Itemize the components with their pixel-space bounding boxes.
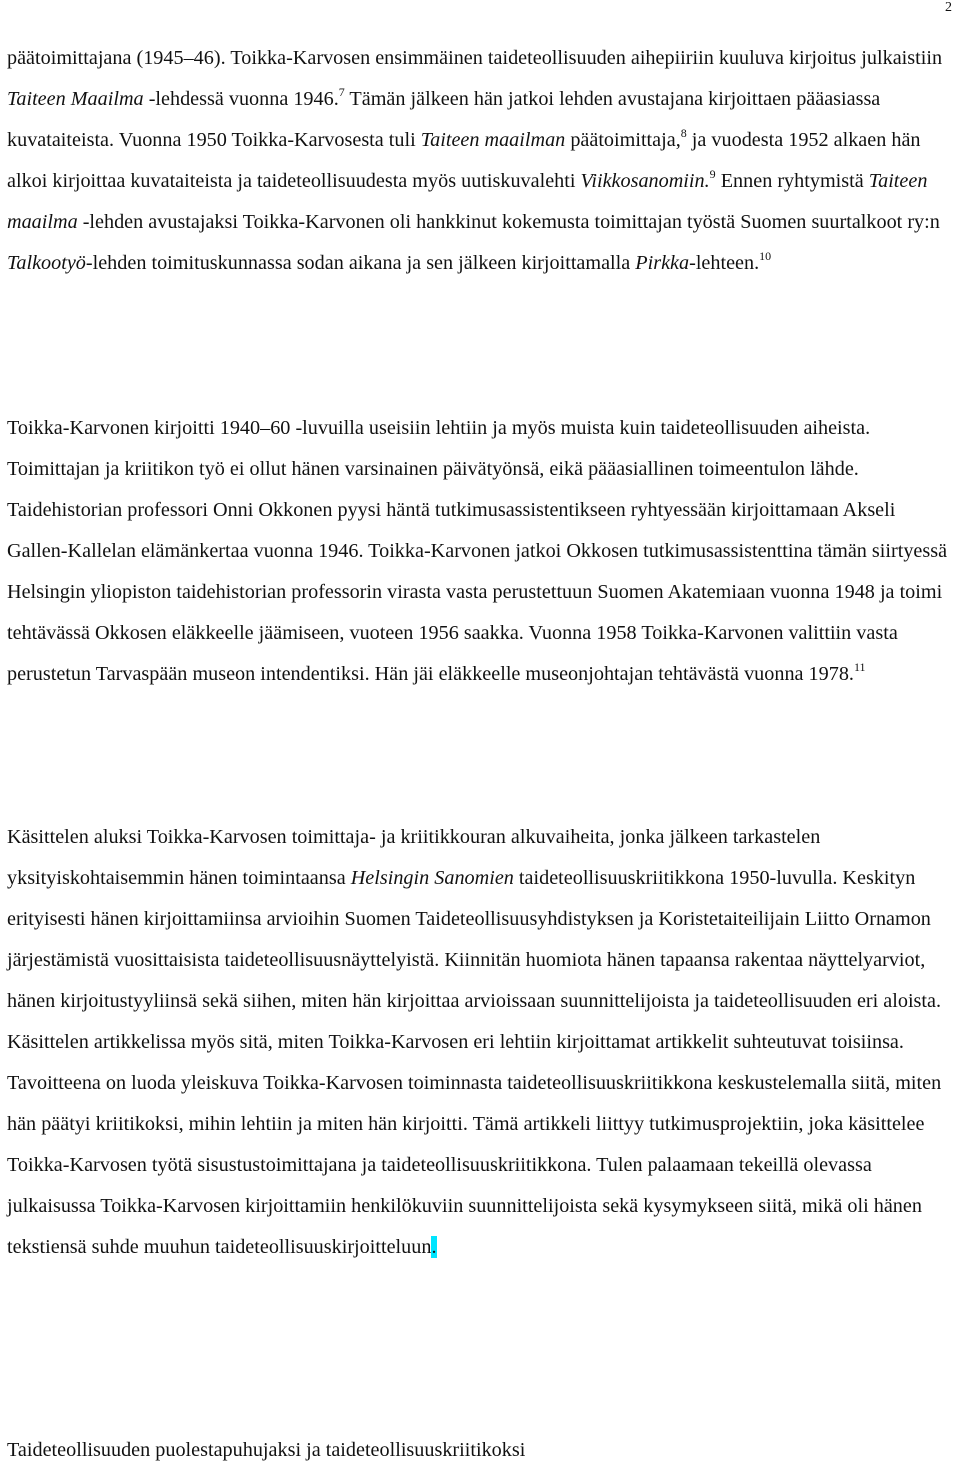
italic-title: Taiteen maailma [7,170,928,233]
footnote-ref[interactable]: 10 [759,249,772,263]
text-cursor-highlight[interactable]: . [431,1236,437,1258]
footnote-ref[interactable]: 9 [709,167,716,181]
text: Ennen ryhtymistä [715,170,869,192]
footnote-ref[interactable]: 8 [680,126,687,140]
italic-title: Helsingin Sanomien [350,867,514,889]
italic-title: Talkootyö [7,252,86,274]
text: Toikka-Karvonen kirjoitti 1940–60 -luvuilla useisiin lehtiin ja myös muista kuin taideteollisuuden aiheista. Toimittajan ja kriitikon työ ei ollut hänen varsinainen päivätyönsä, eikä pääasiallinen toimeentulon lähde. Taidehistorian professori Onni Okkonen pyysi häntä tutkimusassistentikseen ryhtyessään kirjoittamaan Akseli Gallen-Kallelan elämänkertaa vuonna 1946. Toikka-Karvonen jatkoi Okkosen tutkimusassistenttina tämän siirtyessä Helsingin yliopiston taidehistorian professorin virasta vasta perustettuun Suomen Akatemiaan vuonna 1948 ja toimi tehtävässä Okkosen eläkkeelle jäämiseen, vuoteen 1956 saakka. Vuonna 1958 Toikka-Karvonen valittiin vasta perustetun Tarvaspään museon intendentiksi. Hän jäi eläkkeelle museonjohtajan tehtävästä vuonna 1978. [7,417,948,685]
footnote-ref[interactable]: 11 [853,660,866,674]
footnote-ref[interactable]: 7 [338,85,345,99]
paragraph-2 [7,408,957,695]
text: Tämän jälkeen hän jatkoi lehden avustajana kirjoittaen pääasiassa kuvataiteista. Vuonna 1950 Toikka-Karvosesta tuli [7,88,881,151]
italic-title: Pirkka [635,252,690,274]
italic-title: Taiteen maailman [420,129,566,151]
text: -lehden avustajaksi Toikka-Karvonen oli hankkinut kokemusta toimittajan työstä Suomen suurtalkoot ry:n [77,211,940,233]
text: -lehdessä vuonna 1946. [143,88,339,110]
text: -lehden toimituskunnassa sodan aikana ja sen jälkeen kirjoittamalla [85,252,636,274]
text: -lehteen. [689,252,760,274]
paragraph-3 [7,817,957,1268]
paragraph-1 [7,38,957,284]
text: taideteollisuuskriitikkona 1950-luvulla. Keskityn erityisesti hänen kirjoittamiinsa arvioihin Suomen Taideteollisuusyhdistyksen ja Koristetaiteilijain Liitto Ornamon järjestämistä vuosittaisista taideteollisuusnäyttelyistä. Kiinnitän huomiota hänen tapaansa rakentaa näyttelyarviot, hänen kirjoitustyyliinsä sekä siihen, miten hän kirjoittaa arvioissaan suunnittelijoista ja taideteollisuuden eri aloista. Käsittelen artikkelissa myös sitä, miten Toikka-Karvosen eri lehtiin kirjoittamat artikkelit suhteutuvat toisiinsa. Tavoitteena on luoda yleiskuva Toikka-Karvosen toiminnasta taideteollisuuskriitikkona keskustelemalla siitä, miten hän päätyi kriitikoksi, mihin lehtiin ja miten hän kirjoitti. Tämä artikkeli liittyy tutkimusprojektiin, joka käsittelee Toikka-Karvosen työtä sisustustoimittajana ja taideteollisuuskriitikkona. Tulen palaamaan tekeillä olevassa julkaisussa Toikka-Karvosen kirjoittamiin henkilökuviin suunnittelijoista sekä kysymykseen siitä, mikä oli hänen tekstiensä suhde muuhun taideteollisuuskirjoitteluun [7,867,942,1258]
italic-title: Viikkosanomiin. [580,170,710,192]
text: päätoimittajana (1945–46). Toikka-Karvosen ensimmäinen taideteollisuuden aihepiiriin kuuluva kirjoitus julkaistiin [7,47,943,69]
page-number: 2 [945,0,952,15]
italic-title: Taiteen Maailma [7,88,144,110]
text: Käsittelen aluksi Toikka-Karvosen toimittaja- ja kriitikkouran alkuvaiheita, jonka jälkeen tarkastelen yksityiskohtaisemmin hänen toimintaansa [7,826,821,889]
text: päätoimittaja, [565,129,681,151]
text: ja vuodesta 1952 alkaen hän alkoi kirjoittaa kuvataiteista ja taideteollisuudesta myös uutiskuvalehti [7,129,921,192]
section-heading: Taideteollisuuden puolestapuhujaksi ja taideteollisuuskriitikoksi [7,1439,526,1461]
